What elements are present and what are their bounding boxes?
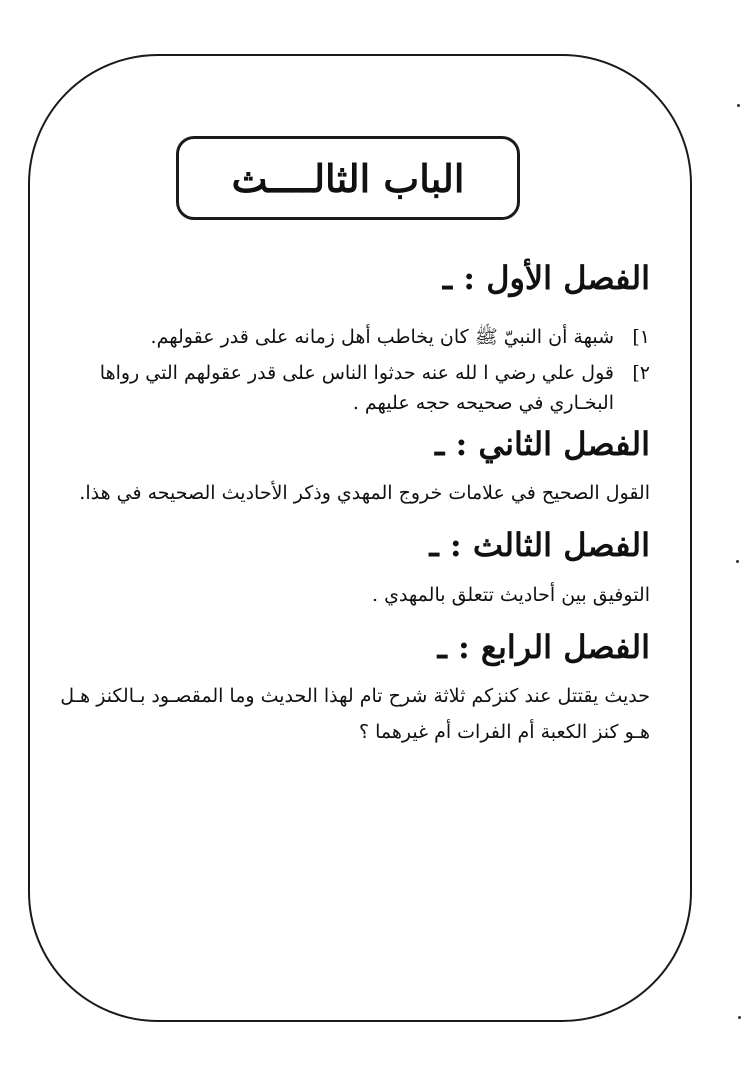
section-heading: الفصل الأول : ـ <box>442 259 650 297</box>
chapter-contents <box>60 258 650 764</box>
section-heading: الفصل الثاني : ـ <box>434 424 650 463</box>
section-heading: الفصل الرابع : ـ <box>437 627 650 666</box>
section-4 <box>60 627 650 751</box>
section-2 <box>60 424 650 512</box>
item-text: قول علي رضي ا لله عنه حدثوا الناس على قدر عقولهم التي رواها البخـاري في صحيحه حجه عليهم . <box>99 361 614 414</box>
item-number: ١] <box>632 325 650 348</box>
item-number: ٢] <box>632 361 650 384</box>
list-item <box>60 322 650 352</box>
section-3 <box>60 525 650 613</box>
chapter-title: الباب الثالــــث <box>231 155 465 201</box>
scan-speck <box>736 560 739 563</box>
scan-speck <box>738 1016 741 1019</box>
section-text: حديث يقتتل عند كنزكم ثلاثة شرح تام لهذا الحديث وما المقصـود بـالكنز هـل هـو كنز الكعبة أم الفرات أم غيرهما ؟ <box>60 685 650 744</box>
section-heading: الفصل الثالث : ـ <box>429 526 650 565</box>
list-item <box>60 358 650 418</box>
section-text: التوفيق بين أحاديث تتعلق بالمهدي . <box>372 583 650 606</box>
item-text: شبهة أن النبيّ ﷺ كان يخاطب أهل زمانه على قدر عقولهم. <box>150 325 614 348</box>
chapter-title-box <box>176 136 520 220</box>
scan-speck <box>737 104 740 107</box>
section-1 <box>60 258 650 418</box>
section-text: القول الصحيح في علامات خروج المهدي وذكر الأحاديث الصحيحه في هذا. <box>79 482 650 505</box>
